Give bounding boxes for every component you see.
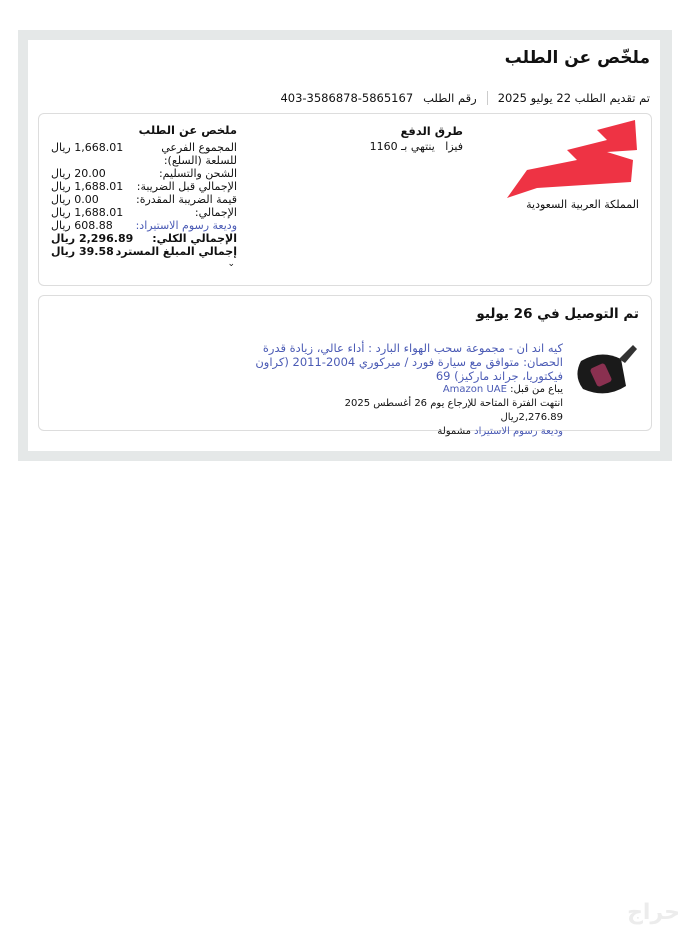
summary-row-subtotal [51,141,237,167]
row-label: المجموع الفرعي للسلعة (السلع): [161,141,237,167]
summary-row-tax [51,193,237,206]
row-value: 2,296.89 ريال [51,232,134,245]
import-status: مشمولة [437,426,471,437]
card-ending: ينتهي بـ 1160 [369,140,435,153]
product-image[interactable] [571,341,641,397]
row-label: الشحن والتسليم: [158,167,237,180]
row-value: 0.00 ريال [51,193,99,206]
order-number: 403-3586878-5865167 [280,91,414,105]
delivery-heading: تم التوصيل في 26 يوليو [476,306,639,322]
row-value: 20.00 ريال [51,167,106,180]
item-price: 2,276.89ريال [500,412,563,423]
row-label: الإجمالي قبل الضريبة: [136,180,237,193]
summary-row-total [51,206,237,219]
row-value: 608.88 ريال [51,219,113,232]
redacted-address [507,120,637,198]
row-label: قيمة الضريبة المقدرة: [135,193,237,206]
summary-heading: ملخص عن الطلب [138,123,237,137]
item-title-link[interactable]: كيه اند ان - مجموعة سحب الهواء البارد : أداء عالي، زيادة قدرة الحصان: متوافق مع سيارة فورد / ميركوري 2004-2011 (كراون فيكتوريا، جراند ماركيز) 69 [255,341,563,383]
summary-row-shipping [51,167,237,180]
order-date: تم تقديم الطلب 22 يوليو 2025 [497,91,650,105]
order-meta [280,91,650,105]
address-country: المملكة العربية السعودية [526,198,639,211]
order-details-box [38,113,652,286]
return-note: انتهت الفترة المتاحة للإرجاع يوم 26 أغسطس 2025 [344,398,563,409]
seller-link[interactable]: Amazon UAE [442,384,507,395]
row-label: إجمالي المبلغ المسترد [115,245,237,258]
payment-heading: طرق الدفع [400,124,463,138]
watermark-logo: حراج [627,900,680,925]
import-deposit-link[interactable]: وديعة رسوم الاستيراد: [135,219,237,232]
summary-row-import-deposit [51,219,237,232]
row-label: الإجمالي: [194,206,237,219]
row-value: 1,688.01 ريال [51,180,124,193]
row-label: الإجمالي الكلي: [152,232,237,245]
row-value: 39.58 ريال [51,245,114,258]
chevron-down-icon[interactable]: ⌄ [227,259,235,269]
summary-section [51,124,237,271]
import-deposit-link[interactable]: وديعة رسوم الاستيراد [474,426,563,437]
payment-section [370,124,463,153]
card-type: فيزا [445,140,463,153]
sold-by-label: يباع من قبل: [510,384,563,395]
summary-row-grand-total [51,232,237,245]
summary-row-refund[interactable] [51,245,237,258]
item-details [223,341,563,439]
divider [487,91,488,105]
order-summary-card [28,40,660,451]
order-number-label: رقم الطلب [423,91,477,105]
row-value: 1,688.01 ريال [51,206,124,219]
delivery-box [38,295,652,437]
page-title: ملخّص عن الطلب [504,48,650,68]
row-value: 1,668.01 ريال [51,141,124,154]
summary-row-pretax [51,180,237,193]
